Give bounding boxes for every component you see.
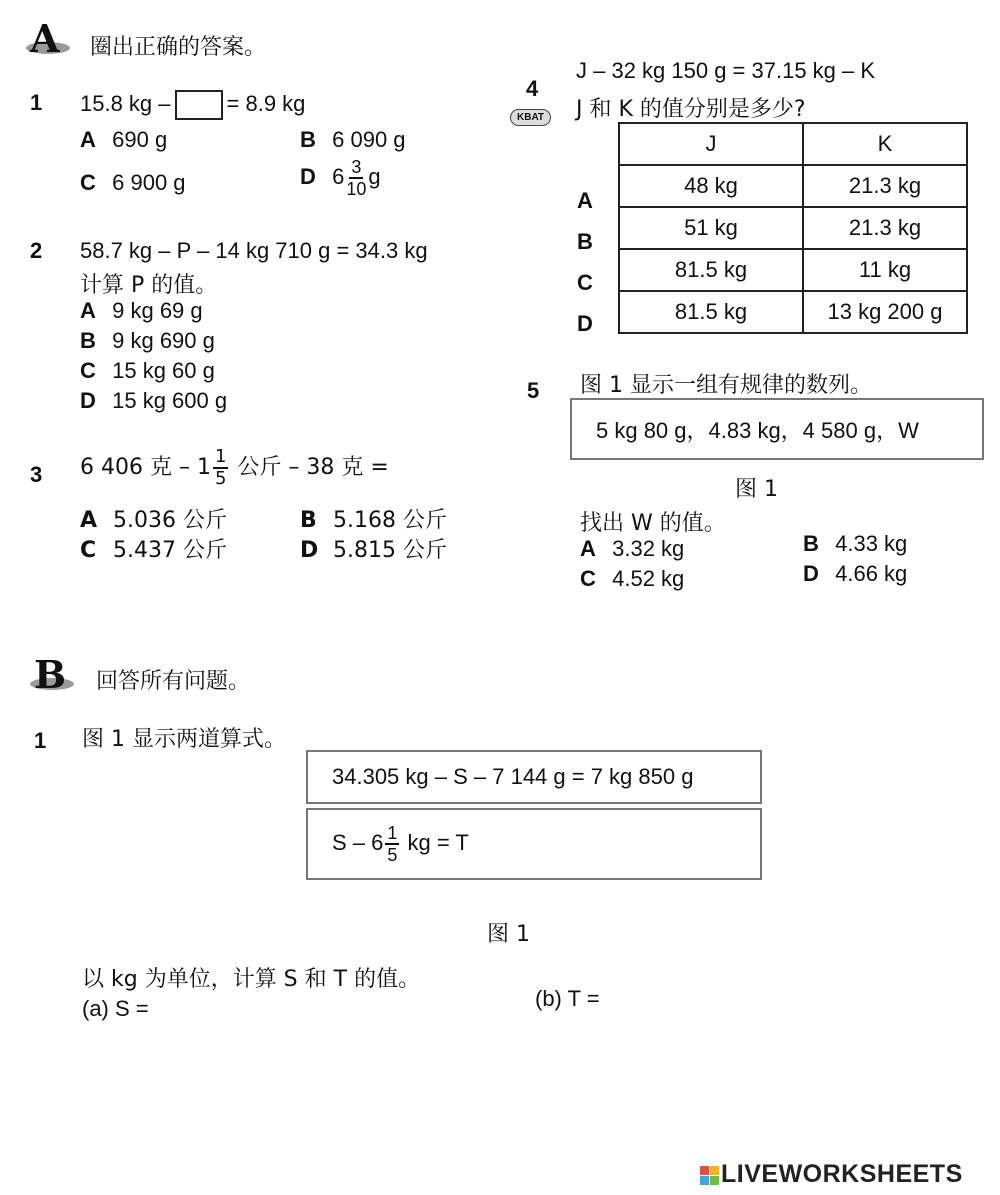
q1-d-fraction: $\frac{3}{10}$ bbox=[346, 157, 367, 199]
logo-square bbox=[700, 1166, 709, 1175]
q3-fraction: $\frac{1}{5}$ bbox=[214, 446, 227, 489]
q4-cell-j: 51 kg bbox=[619, 207, 803, 249]
q4-row-letter-d[interactable]: D bbox=[577, 311, 593, 336]
q4-equation: J – 32 kg 150 g = 37.15 kg – K bbox=[576, 58, 876, 83]
q2-equation: 58.7 kg – P – 14 kg 710 g = 34.3 kg bbox=[80, 238, 428, 263]
q4-row-letter-b[interactable]: B bbox=[577, 229, 593, 254]
q4-number: 4 bbox=[526, 76, 539, 101]
q1-number: 1 bbox=[30, 90, 43, 115]
b1-ask: 以 kg 为单位，计算 S 和 T 的值。 bbox=[82, 967, 421, 992]
q4-header-k: K bbox=[803, 123, 967, 165]
q5-option-c[interactable]: C 4.52 kg bbox=[580, 566, 685, 591]
b1-number: 1 bbox=[34, 728, 47, 753]
table-row[interactable] bbox=[619, 207, 967, 249]
b1-fraction: $\frac{1}{5}$ bbox=[387, 823, 398, 865]
q4-cell-k: 21.3 kg bbox=[803, 207, 967, 249]
q4-header-j: J bbox=[619, 123, 803, 165]
q4-row-letter-c[interactable]: C bbox=[577, 270, 593, 295]
logo-square bbox=[700, 1176, 709, 1185]
q4-cell-k: 11 kg bbox=[803, 249, 967, 291]
q1-equation: 15.8 kg – = 8.9 kg bbox=[80, 90, 305, 120]
q3-option-c[interactable]: C 5.437 公斤 bbox=[80, 538, 227, 563]
logo-square bbox=[710, 1166, 719, 1175]
q4-table bbox=[618, 122, 968, 334]
q1-option-b[interactable]: B 6 090 g bbox=[300, 127, 406, 152]
q5-prompt: 图 1 显示一组有规律的数列。 bbox=[580, 373, 872, 398]
table-row[interactable] bbox=[619, 291, 967, 333]
q2-number: 2 bbox=[30, 238, 43, 263]
q2-option-b[interactable]: B 9 kg 690 g bbox=[80, 328, 215, 353]
b1-equation-box-1 bbox=[306, 750, 762, 804]
q4-kbat-badge: KBAT bbox=[510, 107, 551, 126]
q5-sequence-box bbox=[570, 398, 984, 460]
b1-equation-2: S – 6 $\frac{1}{5}$ kg = T bbox=[332, 823, 469, 865]
q5-sequence: 5 kg 80 g，4.83 kg，4 580 g，W bbox=[596, 417, 919, 443]
q3-option-a[interactable]: A 5.036 公斤 bbox=[80, 508, 227, 533]
logo-square bbox=[710, 1176, 719, 1185]
q4-cell-j: 48 kg bbox=[619, 165, 803, 207]
section-b-instruction: 回答所有问题。 bbox=[96, 669, 251, 694]
b1-equation-1: 34.305 kg – S – 7 144 g = 7 kg 850 g bbox=[332, 764, 694, 789]
q3-option-b[interactable]: B 5.168 公斤 bbox=[300, 508, 447, 533]
section-a-instruction: 圈出正确的答案。 bbox=[90, 35, 267, 60]
q5-figure-label: 图 1 bbox=[735, 477, 778, 502]
q4-row-letter-a[interactable]: A bbox=[577, 188, 593, 213]
q4-table-header bbox=[619, 123, 967, 165]
q1-option-c[interactable]: C 6 900 g bbox=[80, 170, 186, 195]
q3-option-d[interactable]: D 5.815 公斤 bbox=[300, 538, 447, 563]
liveworksheets-icon bbox=[700, 1166, 719, 1185]
q3-number: 3 bbox=[30, 462, 43, 487]
liveworksheets-logo[interactable] bbox=[700, 1160, 963, 1189]
table-row[interactable] bbox=[619, 249, 967, 291]
q2-option-d[interactable]: D 15 kg 600 g bbox=[80, 388, 228, 413]
table-row[interactable] bbox=[619, 165, 967, 207]
q4-cell-j: 81.5 kg bbox=[619, 249, 803, 291]
section-b-icon: B bbox=[34, 656, 66, 694]
q1-answer-box[interactable] bbox=[175, 90, 223, 120]
q2-option-c[interactable]: C 15 kg 60 g bbox=[80, 358, 215, 383]
q4-cell-k: 13 kg 200 g bbox=[803, 291, 967, 333]
q5-option-b[interactable]: B 4.33 kg bbox=[803, 531, 908, 556]
q5-number: 5 bbox=[527, 378, 540, 403]
section-a-icon: A bbox=[30, 20, 59, 58]
q1-option-d[interactable]: D 6 $\frac{3}{10}$ g bbox=[300, 157, 381, 199]
b1-prompt: 图 1 显示两道算式。 bbox=[82, 727, 286, 752]
q2-prompt: 计算 P 的值。 bbox=[80, 273, 218, 298]
q5-ask: 找出 W 的值。 bbox=[580, 511, 726, 536]
q2-option-a[interactable]: A 9 kg 69 g bbox=[80, 298, 203, 323]
q1-option-a[interactable]: A 690 g bbox=[80, 127, 168, 152]
q4-prompt: J 和 K 的值分别是多少? bbox=[576, 97, 806, 122]
b1-part-b[interactable]: (b) T = bbox=[535, 986, 600, 1011]
b1-equation-box-2 bbox=[306, 808, 762, 880]
b1-part-a[interactable]: (a) S = bbox=[82, 996, 149, 1021]
q5-option-a[interactable]: A 3.32 kg bbox=[580, 536, 685, 561]
q5-option-d[interactable]: D 4.66 kg bbox=[803, 561, 908, 586]
logo-text: LIVEWORKSHEETS bbox=[721, 1160, 963, 1188]
q4-cell-j: 81.5 kg bbox=[619, 291, 803, 333]
q3-equation: 6 406 克 – 1 $\frac{1}{5}$ 公斤 – 38 克 = bbox=[80, 446, 389, 489]
q4-cell-k: 21.3 kg bbox=[803, 165, 967, 207]
b1-figure-label: 图 1 bbox=[487, 922, 530, 947]
